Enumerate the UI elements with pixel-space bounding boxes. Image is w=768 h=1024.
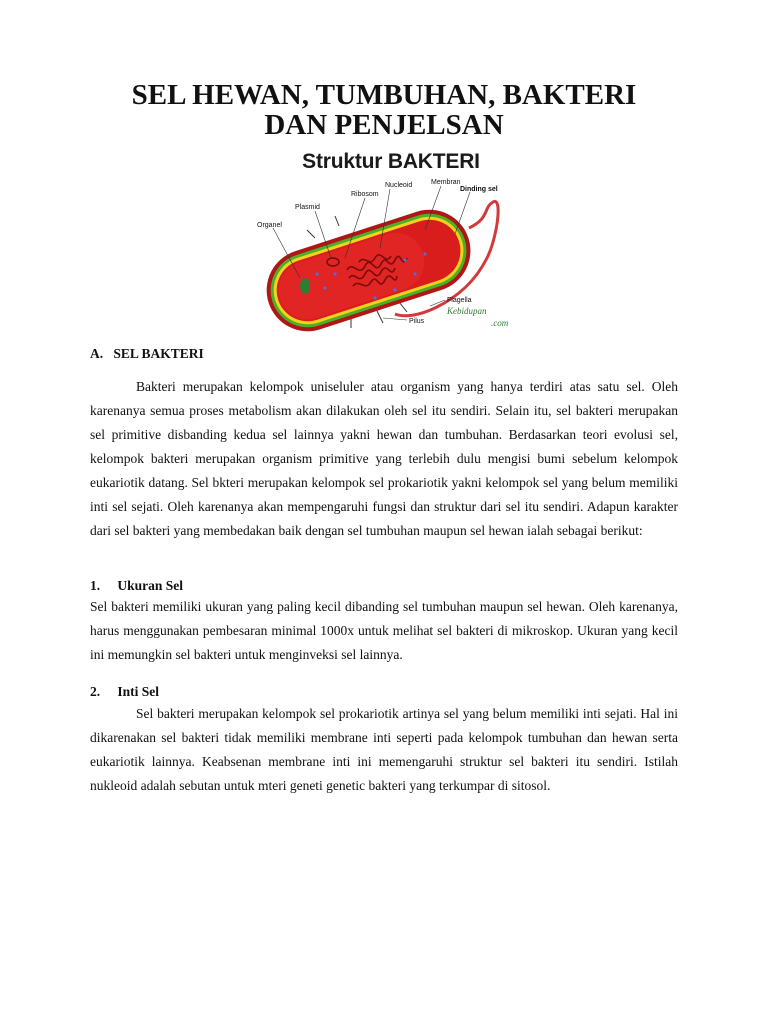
organel-shape <box>300 278 310 294</box>
title-line-2: DAN PENJELSAN <box>264 109 504 141</box>
subsection-2-paragraph: Sel bakteri merupakan kelompok sel prokariotik artinya sel yang belum memiliki inti sejati. Hal ini dikarenakan sel bakteri tidak memiliki membrane inti seperti pada kelompok tumbuhan dan hewan serta eukariotik lainnya. Keabsenan membrane inti ini memengaruhi struktur sel bakteri itu sendiri. Istilah nukleoid adalah sebutan untuk mteri geneti genetic bakteri yang terkumpar di sitosol. <box>90 706 678 793</box>
label-flagella: Flagella <box>447 297 472 304</box>
subsection-1-heading <box>90 578 183 594</box>
section-a-number: A. <box>90 346 104 361</box>
document-title <box>60 80 708 140</box>
watermark-line-2: .com <box>491 318 509 328</box>
title-line-1: SEL HEWAN, TUMBUHAN, BAKTERI <box>131 79 637 111</box>
subsection-2-title: Inti Sel <box>117 684 160 699</box>
label-ribosom: Ribosom <box>351 191 379 198</box>
bacteria-diagram <box>255 178 515 333</box>
label-pilus: Pilus <box>409 318 425 325</box>
subsection-2-heading <box>90 684 159 700</box>
label-organel: Organel <box>257 222 282 229</box>
subsection-1-number: 1. <box>90 578 101 593</box>
section-a-paragraph: Bakteri merupakan kelompok uniseluler atau organism yang hanya terdiri atas satu sel. Oleh karenanya semua proses metabolism akan dilakukan oleh sel itu sendiri. Selain itu, sel bakteri merupakan sel primitive disbanding kedua sel lainnya yakni hewan dan tumbuhan. Berdasarkan teori evolusi sel, kelompok bakteri merupakan organism primitive yang terlebih dulu mengisi bumi sebelum kelompok eukariotik datang. Sel bkteri merupakan kelompok sel prokariotik yakni kelompok sel yang belum memiliki inti sel sejati. Oleh karenanya akan mempengaruhi fungsi dan struktur dari sel itu sendiri. Adapun karakter dari sel bakteri yang membedakan baik dengan sel tumbuhan maupun sel hewan ialah sebagai berikut: <box>90 379 678 538</box>
section-a-title: SEL BAKTERI <box>113 346 204 361</box>
label-plasmid: Plasmid <box>295 204 320 211</box>
label-nucleoid: Nucleoid <box>385 182 413 189</box>
subsection-1-title: Ukuran Sel <box>117 578 184 593</box>
subsection-2-number: 2. <box>90 684 101 699</box>
section-a-heading <box>90 346 204 362</box>
label-membran: Membran <box>431 179 461 186</box>
label-dinding-sel: Dinding sel <box>460 186 498 193</box>
subsection-1-paragraph: Sel bakteri memiliki ukuran yang paling kecil dibanding sel tumbuhan maupun sel hewan. Oleh karenanya, harus menggunakan pembesaran minimal 1000x untuk melihat sel bakteri di mikroskop. Ukuran yang kecil ini memungkin sel bakteri untuk menginveksi sel lainnya. <box>90 599 678 662</box>
figure-title: Struktur BAKTERI <box>302 150 480 173</box>
bacteria-structure-figure <box>255 150 515 335</box>
watermark-line-1: Kebidupan <box>447 306 487 316</box>
